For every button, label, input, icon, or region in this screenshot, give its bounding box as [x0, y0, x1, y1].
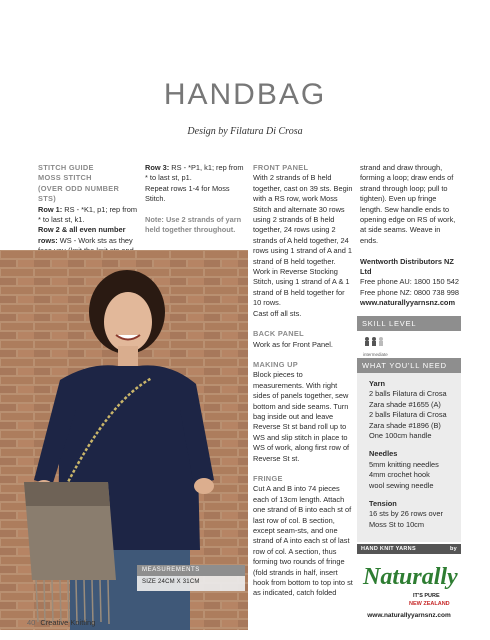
measurements-heading: MEASUREMENTS: [137, 565, 245, 576]
magazine-name: Creative Knitting: [40, 618, 96, 627]
measurements-size: SIZE 24CM X 31CM: [142, 579, 200, 585]
designer-credit: Design by Filatura Di Crosa: [187, 126, 303, 137]
what-youll-need-box: [357, 358, 461, 619]
distributor-name: Wentworth Distributors NZ Ltd: [360, 256, 454, 277]
distributor-website: www.naturallyyarnsnz.com: [360, 298, 456, 308]
what-youll-need-heading: WHAT YOU'LL NEED: [357, 358, 461, 373]
materials-list: [357, 373, 461, 542]
skill-level-box: [357, 316, 461, 357]
making-up-heading: MAKING UP: [253, 359, 298, 369]
skill-level-icon: [363, 336, 385, 346]
page-footer: [27, 618, 95, 627]
stitch-guide-column-2: [145, 163, 247, 236]
svg-text:IT'S PURE: IT'S PURE: [413, 593, 440, 600]
tension-heading: Tension: [369, 499, 397, 509]
needles-line: wool sewing needle: [369, 480, 434, 490]
svg-text:NEW ZEALAND: NEW ZEALAND: [409, 601, 450, 608]
skill-level-heading: SKILL LEVEL: [357, 316, 461, 331]
fringe-continued-column: [360, 163, 460, 309]
needles-heading: Needles: [369, 449, 398, 459]
svg-text:Naturally: Naturally: [363, 564, 458, 591]
instructions-column: [253, 163, 353, 599]
needles-line: 5mm knitting needles: [369, 459, 439, 469]
logo-banner: HAND KNIT YARNS by: [357, 544, 461, 554]
tension-line: Moss St to 10cm: [369, 519, 425, 529]
row2-instruction: Row 2 & all even number rows: WS - Work sts as they: [38, 225, 133, 245]
skill-level-body: [357, 331, 461, 357]
naturally-logo: [357, 554, 461, 610]
tension-line: 16 sts by 26 rows over: [369, 509, 443, 519]
row1-instruction: Row 1: RS - *K1, p1; rep from * to last st, k1.: [38, 204, 137, 225]
making-up-text: Block pieces to measurements. With right sides of panels together, sew bottom and side seams. Turn bag inside out and leave Reverse St st band roll up to WS and slip stitch in place to WS of work, along first row of Reverse St st.: [253, 370, 350, 463]
measurements-box: [137, 565, 245, 591]
back-panel-text: Work as for Front Panel.: [253, 339, 333, 349]
naturally-logo-mark: [357, 554, 461, 610]
moss-stitch-heading: MOSS STITCH: [38, 173, 92, 183]
repeat-instruction: Repeat rows 1-4 for Moss Stitch.: [145, 183, 230, 204]
yarn-line: 2 balls Filatura di Crosa: [369, 410, 447, 420]
logo-website: www.naturallyyarnsnz.com: [367, 612, 451, 620]
fringe-text: Cut A and B into 74 pieces each of 13cm length. Attach one strand of B into each st of last row of col. B section, except seam-sts, and one strand of A into each st of last row of col. A section, thus forming two rounds of fringe (fold strands in half, insert hook from bottom to top into st as indicated, catch folded: [253, 484, 353, 598]
distributor-phone-au: Free phone AU: 1800 150 542: [360, 277, 460, 287]
yarn-line: Zara shade #1655 (A): [369, 399, 441, 409]
cast-off-text: Cast off all sts.: [253, 308, 302, 318]
yarn-line: One 100cm handle: [369, 431, 432, 441]
odd-number-heading: (OVER ODD NUMBER STS): [38, 183, 120, 204]
back-panel-heading: BACK PANEL: [253, 329, 304, 339]
yarn-line: Zara shade #1896 (B): [369, 420, 441, 430]
front-panel-text: With 2 strands of B held together, cast on 39 sts. Begin with a RS row, work Moss Stitch and alternate 30 rows using 2 strands of B held together, 24 rows using 2 strands of A held together, 24 rows using 1 strand of A and 1 strand of B held together. Work in Reverse Stocking Stitch, using 1 strand of A & 1 strand of B held together for 10 rows.: [253, 173, 353, 308]
needles-line: 4mm crochet hook: [369, 470, 430, 480]
fringe-text-continued: strand and draw through, forming a loop; draw ends of strand through loop; pull to tighten). Even up fringe length. Sew handle ends to opening edge on RS of work, at side seams. Weave in ends.: [360, 163, 456, 245]
yarn-line: 2 balls Filatura di Crosa: [369, 389, 447, 399]
front-panel-heading: FRONT PANEL: [253, 163, 309, 172]
row3-instruction: Row 3: RS - *P1, k1; rep from * to last st, p1.: [145, 163, 244, 183]
brand-logo: [357, 544, 461, 619]
yarn-note: Note: Use 2 strands of yarn held together throughout.: [145, 215, 242, 235]
skill-level-label: intermediate: [363, 352, 388, 357]
yarn-heading: Yarn: [369, 379, 386, 388]
distributor-phone-nz: Free phone NZ: 0800 738 998: [360, 287, 460, 297]
fringe-heading: FRINGE: [253, 473, 283, 483]
page-number: 40: [27, 618, 36, 627]
page-title: HANDBAG: [163, 78, 327, 111]
stitch-guide-heading: STITCH GUIDE: [38, 163, 94, 172]
